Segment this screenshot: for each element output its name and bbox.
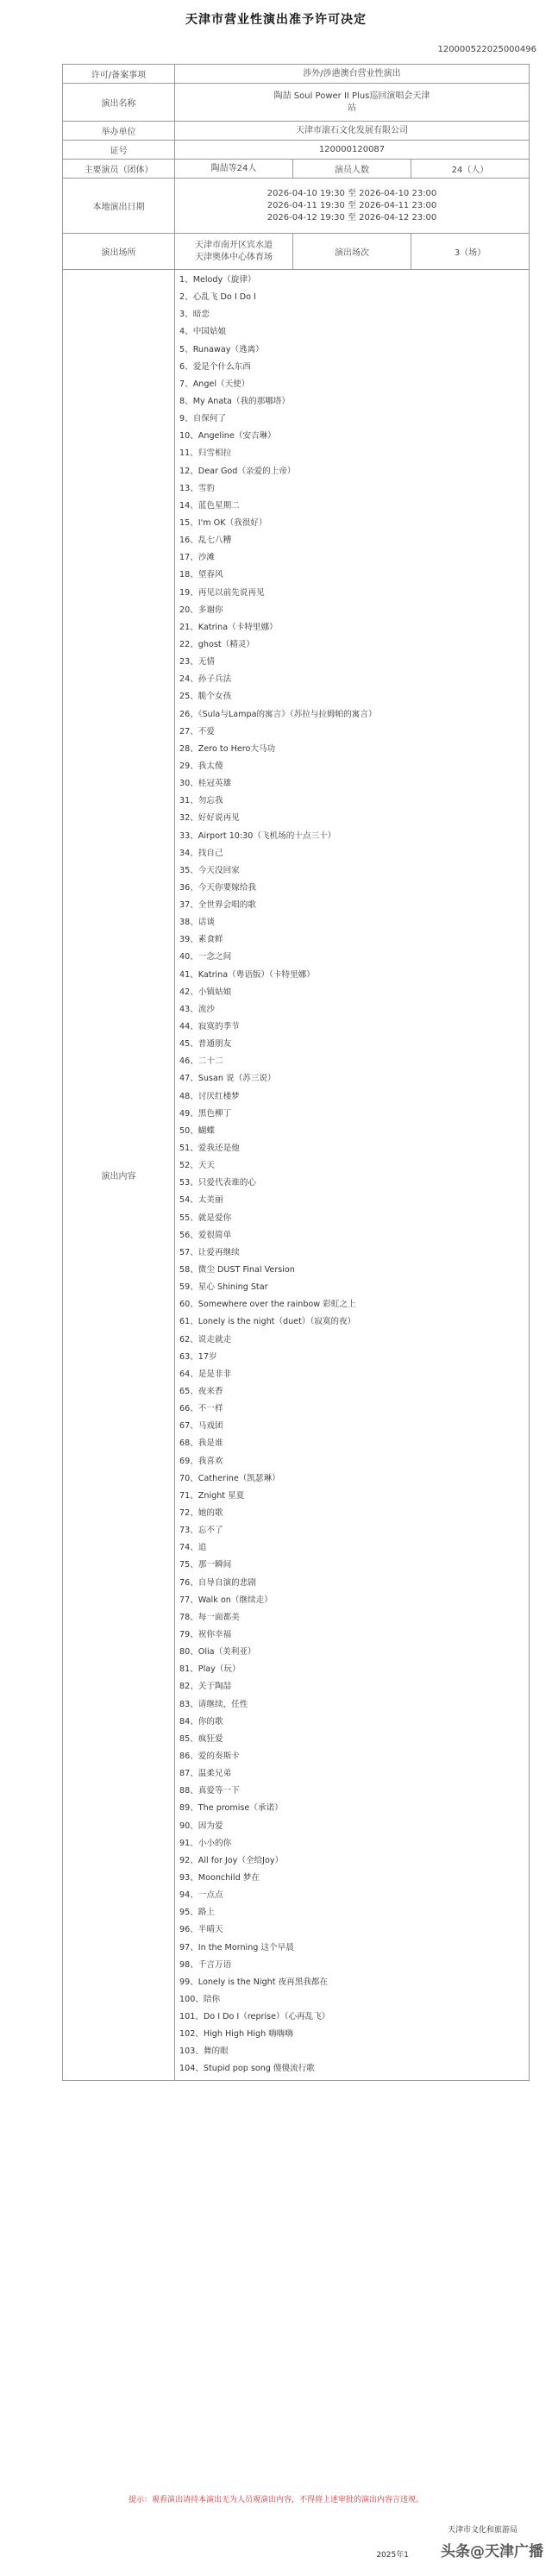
song-item: 89、The promise（承诺） — [179, 1803, 283, 1814]
song-item: 90、因为爱 — [179, 1821, 223, 1831]
song-item: 12、Dear God（亲爱的上帝） — [179, 466, 296, 476]
song-item: 74、追 — [179, 1543, 207, 1553]
row-dates — [63, 179, 530, 234]
song-item: 1、Melody（旋律） — [179, 275, 256, 285]
name-label: 演出名称 — [63, 84, 175, 122]
show-count-value: 3（场） — [411, 234, 530, 270]
song-item: 98、千言万语 — [179, 1959, 232, 1970]
song-item: 88、真爱等一下 — [179, 1786, 240, 1796]
song-item: 24、孙子兵法 — [179, 674, 232, 685]
song-item: 26、《Sula与Lampa的寓言》（苏拉与拉姆帕的寓言） — [179, 709, 377, 719]
song-item: 95、路上 — [179, 1908, 215, 1918]
org-value: 天津市滚石文化发展有限公司 — [175, 122, 530, 141]
song-item: 2、心乱飞 Do I Do I — [179, 292, 256, 303]
actors-value: 陶喆等24人 — [175, 160, 293, 179]
song-item: 104、Stupid pop song 傻傻流行歌 — [179, 2064, 315, 2074]
issue-date: 2025年1 — [376, 2551, 409, 2560]
song-item: 28、Zero to Hero大马功 — [179, 743, 276, 754]
song-item: 16、乱七八糟 — [179, 536, 232, 546]
song-item: 55、就是爱你 — [179, 1213, 232, 1223]
song-item: 85、疯狂爱 — [179, 1733, 223, 1744]
song-item: 27、不爱 — [179, 726, 215, 736]
song-item: 91、小小的你 — [179, 1838, 232, 1848]
song-item: 47、Susan 说（苏三说） — [179, 1074, 276, 1084]
venue-label: 演出场所 — [63, 234, 175, 270]
row-venue — [63, 234, 530, 270]
song-item: 97、In the Morning 这个早晨 — [179, 1942, 294, 1952]
song-item: 31、勿忘我 — [179, 796, 223, 806]
song-item: 14、蓝色星期二 — [179, 500, 240, 511]
show-count-label: 演出场次 — [293, 234, 411, 270]
song-item: 10、Angeline（安吉琳） — [179, 431, 276, 442]
song-list — [175, 270, 530, 2081]
song-item: 64、是是非非 — [179, 1369, 232, 1379]
song-item: 87、温柔兄弟 — [179, 1769, 232, 1779]
notice-tip: 提示：观看演出请持本演出无为人员观演出内容，不得将上述审批的演出内容言违规。 — [128, 2496, 423, 2504]
song-item: 86、爱的奏斯卡 — [179, 1751, 240, 1761]
song-item: 22、ghost（精灵） — [179, 639, 254, 649]
song-item: 101、Do I Do I（reprise）（心再乱飞） — [179, 2012, 330, 2022]
song-item: 30、桂冠英雄 — [179, 779, 232, 789]
content-label: 演出内容 — [63, 270, 175, 2081]
song-item: 8、My Anata（我的那哪塔） — [179, 396, 291, 406]
row-cert — [63, 141, 530, 160]
venue-value — [175, 234, 293, 270]
song-item: 34、找自己 — [179, 848, 223, 858]
song-item: 15、I'm OK（我很好） — [179, 517, 267, 528]
song-item: 72、她的歌 — [179, 1507, 223, 1518]
song-item: 38、话谈 — [179, 918, 215, 928]
date-label: 本地演出日期 — [63, 179, 175, 234]
song-item: 42、小镇姑娘 — [179, 987, 232, 997]
song-item: 81、Play（玩） — [179, 1664, 241, 1675]
song-item: 80、Olia（美利亚） — [179, 1647, 256, 1658]
song-item: 37、全世界会唱的歌 — [179, 900, 256, 911]
song-item: 49、黑色柳丁 — [179, 1108, 232, 1119]
song-item: 77、Walk on（继续走） — [179, 1595, 273, 1605]
song-item: 84、你的歌 — [179, 1716, 223, 1727]
song-item: 41、Katrina（粤语版）（卡特里娜） — [179, 969, 315, 980]
song-item: 6、爱是个什么东西 — [179, 361, 251, 372]
song-item: 96、半晴天 — [179, 1925, 223, 1935]
venue-line: 天津市南开区宾水道 — [195, 240, 273, 250]
song-item: 67、马戏团 — [179, 1421, 223, 1432]
date-line: 2026-04-10 19:30 至 2026-04-10 23:00 — [267, 188, 437, 198]
actor-count-value: 24（人） — [411, 160, 530, 179]
song-item: 9、自保何了 — [179, 414, 227, 424]
song-item: 94、一点点 — [179, 1890, 223, 1901]
song-item: 102、High High High 嗨嗨嗨 — [179, 2029, 293, 2040]
song-item: 5、Runaway（逃离） — [179, 344, 264, 354]
venue-line: 天津奥体中心体育场 — [195, 252, 273, 262]
cert-label: 证号 — [63, 141, 175, 160]
date-line: 2026-04-11 19:30 至 2026-04-11 23:00 — [267, 200, 437, 210]
song-item: 45、普通朋友 — [179, 1039, 232, 1050]
page-title: 天津市营业性演出准予许可决定 — [185, 13, 367, 27]
org-label: 举办单位 — [63, 122, 175, 141]
song-item: 51、爱我还是他 — [179, 1144, 240, 1154]
row-organizer — [63, 122, 530, 141]
song-item: 99、Lonely is the Night 夜再黑我都在 — [179, 1977, 329, 1987]
song-item: 76、自导自演的悲剧 — [179, 1577, 256, 1588]
name-value — [175, 84, 530, 122]
song-item: 46、二十二 — [179, 1056, 223, 1067]
song-item: 35、今天没回家 — [179, 865, 240, 875]
song-item: 57、让爱再继续 — [179, 1247, 240, 1257]
song-item: 69、我喜欢 — [179, 1456, 223, 1466]
permit-table — [62, 64, 530, 2081]
song-item: 65、夜来香 — [179, 1387, 223, 1396]
actors-label: 主要演员（团体） — [63, 160, 175, 179]
song-item: 4、中国姑娘 — [179, 327, 227, 337]
song-item: 52、天天 — [179, 1161, 215, 1171]
song-item: 78、每一面都美 — [179, 1612, 240, 1622]
row-content — [63, 270, 530, 2081]
song-item: 79、祝你幸福 — [179, 1629, 232, 1639]
date-line: 2026-04-12 19:30 至 2026-04-12 23:00 — [267, 212, 437, 223]
type-label: 许可/备案事项 — [63, 65, 175, 84]
song-item: 58、微尘 DUST Final Version — [179, 1265, 295, 1275]
issuer-name: 天津市文化和旅游局 — [447, 2526, 518, 2535]
song-item: 39、素食鲜 — [179, 935, 223, 945]
song-item: 75、那一瞬间 — [179, 1560, 232, 1570]
watermark-text: 头条@天津广播 — [441, 2543, 543, 2560]
song-item: 48、讨厌红楼梦 — [179, 1091, 240, 1101]
song-item: 103、舞的眼 — [179, 2046, 229, 2057]
type-value: 涉外/涉港澳台营业性演出 — [175, 65, 530, 84]
song-item: 53、只爱代表谁的心 — [179, 1178, 256, 1188]
song-item: 32、好好说再见 — [179, 813, 240, 824]
song-item: 93、Moonchild 梦在 — [179, 1872, 260, 1883]
song-item: 71、Znight 星夏 — [179, 1490, 245, 1501]
song-item: 36、今天你要嫁给我 — [179, 882, 256, 893]
row-permit-type — [63, 65, 530, 84]
song-item: 56、爱很简单 — [179, 1230, 232, 1240]
cert-value: 120000120087 — [175, 141, 530, 160]
song-item: 19、再见以前先说再见 — [179, 587, 265, 598]
song-item: 11、归雪相拉 — [179, 448, 232, 459]
song-item: 17、沙滩 — [179, 553, 215, 563]
song-item: 60、Somewhere over the rainbow 彩虹之上 — [179, 1300, 356, 1310]
document-number: 120000522025000496 — [437, 45, 536, 54]
song-item: 66、不一样 — [179, 1404, 223, 1414]
song-item: 92、All for Joy（全给Joy） — [179, 1855, 284, 1865]
song-item: 7、Angel（天使） — [179, 379, 250, 389]
song-item: 73、忘不了 — [179, 1526, 223, 1536]
song-item: 44、寂寞的季节 — [179, 1022, 240, 1032]
song-item: 25、脆个女孩 — [179, 692, 232, 702]
date-values — [175, 179, 530, 234]
song-item: 13、雪豹 — [179, 483, 215, 493]
song-item: 20、多谢你 — [179, 605, 223, 615]
song-item: 21、Katrina（卡特里娜） — [179, 622, 278, 632]
song-item: 83、请继续，任性 — [179, 1699, 248, 1709]
name-value-text: 陶喆 Soul Power II Plus巡回演唱会天津站 — [273, 91, 430, 113]
row-show-name — [63, 84, 530, 122]
song-item: 82、关于陶喆 — [179, 1682, 232, 1692]
actor-count-label: 演员人数 — [293, 160, 411, 179]
song-item: 100、陪你 — [179, 1994, 221, 2004]
song-item: 63、17岁 — [179, 1351, 217, 1362]
row-actors — [63, 160, 530, 179]
song-item: 29、我太傻 — [179, 761, 223, 771]
song-item: 23、无情 — [179, 657, 215, 668]
song-item: 33、Airport 10:30（飞机场的十点三十） — [179, 830, 336, 841]
song-item: 18、望春风 — [179, 570, 223, 580]
song-item: 61、Lonely is the night（duet）（寂寞的夜） — [179, 1317, 356, 1327]
song-item: 54、太美丽 — [179, 1195, 223, 1206]
song-item: 59、星心 Shining Star — [179, 1282, 268, 1293]
song-item: 43、流沙 — [179, 1004, 215, 1014]
song-item: 62、说走就走 — [179, 1334, 232, 1344]
song-item: 40、一念之间 — [179, 952, 232, 962]
song-item: 68、我是谁 — [179, 1438, 223, 1449]
song-item: 50、蝴蝶 — [179, 1125, 215, 1136]
song-item: 3、暗恋 — [179, 310, 210, 320]
song-item: 70、Catherine（凯瑟琳） — [179, 1473, 280, 1483]
